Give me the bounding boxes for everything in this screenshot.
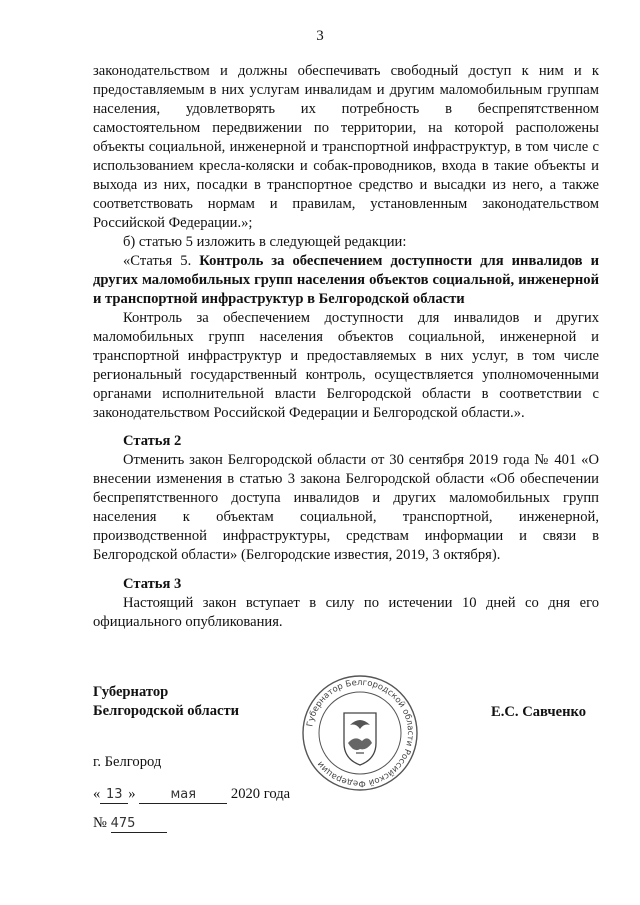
issue-city: г. Белгород (93, 754, 162, 770)
issue-year: 2020 года (230, 786, 291, 802)
article1-continuation (93, 62, 599, 423)
date-close-quote: » (128, 786, 136, 802)
article5-prefix: «Статья 5. (123, 253, 200, 269)
signatory-title (93, 683, 239, 721)
article5-heading (93, 252, 599, 309)
issue-month: мая (170, 787, 197, 802)
article3-text: Настоящий закон вступает в силу по истечении 10 дней со дня его официального опубликования. (93, 595, 599, 630)
issue-day: 13 (106, 787, 123, 802)
signatory-title-line1: Губернатор (93, 684, 169, 700)
law-number (93, 815, 167, 833)
paragraph-continued: законодательством и должны обеспечивать свободный доступ к ним и к предоставляемым в них услугам инвалидам и другим маломобильным группам населения, удовлетворять их потребность в беспрепятственном самостоятельном передвижении по территории, на которой расположены объекты социальной, инженерной и транспортной инфраструктур, в том числе с использованием кресла-коляски и собак-проводников, входа в такие объекты и выхода из них, посадки в транспортное средство и высадки из него, а также соответствовать нормам и правилам, установленным законодательством Российской Федерации.»; (93, 63, 599, 231)
svg-text:Губернатор Белгородской област: Губернатор Белгородской области Российской Федерации (305, 677, 416, 789)
page-number: 3 (316, 28, 324, 44)
law-number-value: 475 (110, 816, 136, 831)
article5-text: Контроль за обеспечением доступности для инвалидов и других маломобильных групп населения объектов социальной, инженерной и транспортной инфраструктур и предоставляемых в них услуг, в том числе региональный государственный контроль, осуществляется уполномоченными органами исполнительной власти Белгородской области в соответствии с законодательством Российской Федерации и Белгородской области.». (93, 310, 599, 421)
article3-heading: Статья 3 (123, 576, 182, 592)
article5-title: Контроль за обеспечением доступности для инвалидов и других маломобильных групп населения объектов социальной, инженерной и транспортной инфраструктур в Белгородской области (93, 253, 599, 307)
official-seal-icon (300, 673, 420, 793)
signatory-name: Е.С. Савченко (491, 704, 587, 720)
paragraph-amendment-b: б) статью 5 изложить в следующей редакции: (123, 234, 407, 250)
issue-date (93, 786, 290, 804)
signatory-title-line2: Белгородской области (93, 703, 240, 719)
date-open-quote: « (93, 786, 101, 802)
article2-text: Отменить закон Белгородской области от 30 сентября 2019 года № 401 «О внесении изменения в статью 3 закона Белгородской области «Об обеспечении беспрепятственного доступа инвалидов и других маломобильных групп населения к объектам социальной, транспортной, инженерной, производственной инфраструктуры, средствам информации и связи в Белгородской области» (Белгородские известия, 2019, 3 октября). (93, 452, 599, 563)
article2-heading: Статья 2 (123, 433, 182, 449)
article2 (93, 432, 599, 565)
article3 (93, 575, 599, 632)
number-label: № (93, 815, 107, 831)
